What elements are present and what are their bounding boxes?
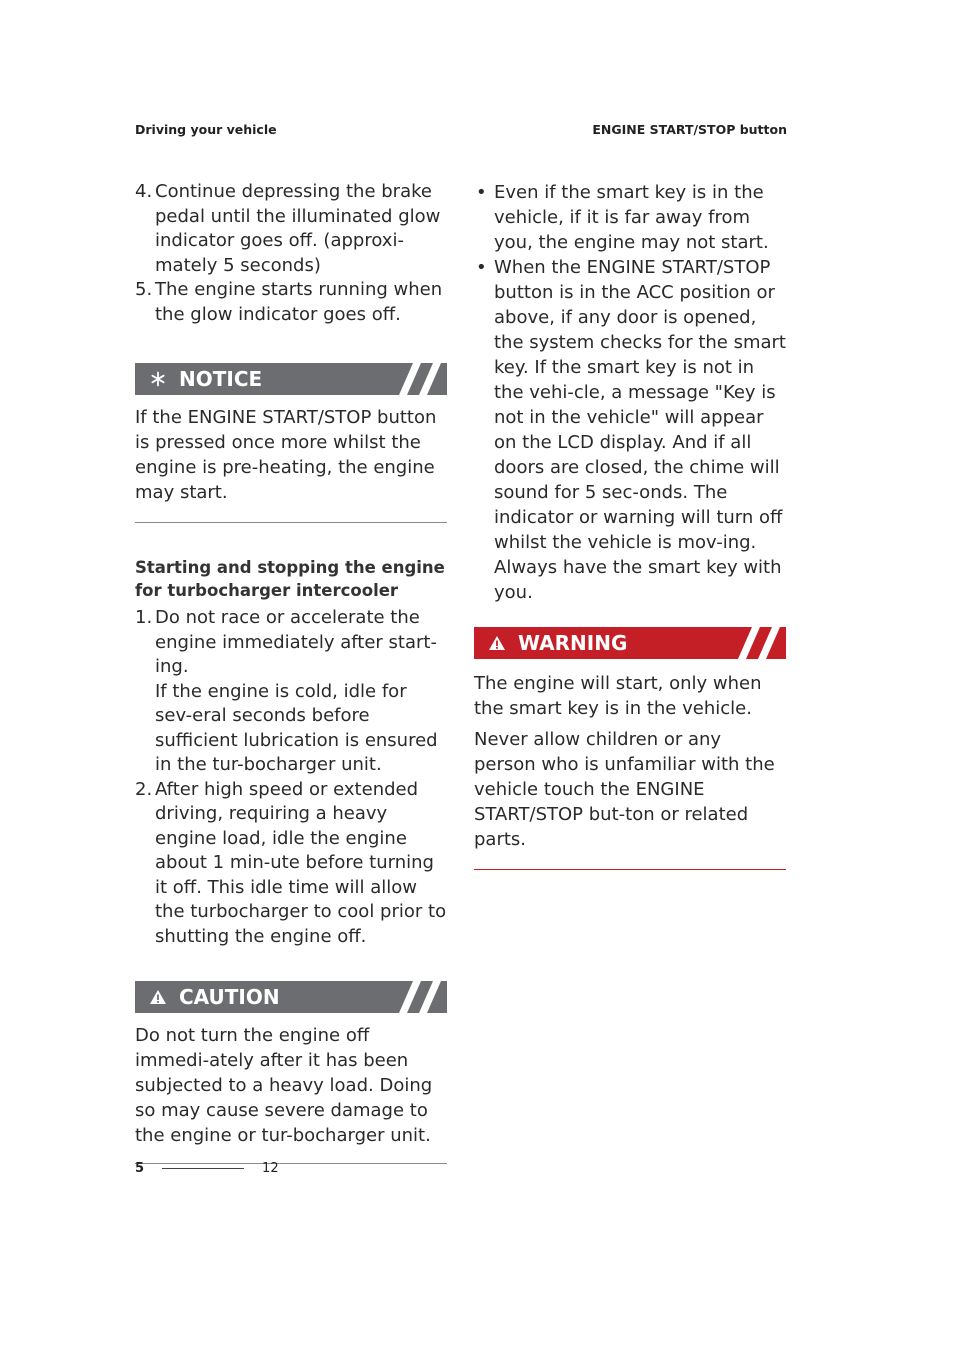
bullet-list (474, 180, 786, 605)
right-column (474, 180, 786, 870)
step-number: 4. (135, 181, 153, 202)
notice-text: If the ENGINE START/STOP button is pressed once more whilst the engine is pre-heating, the engine may start. (135, 407, 437, 503)
divider (474, 869, 786, 870)
left-column (135, 180, 447, 1164)
caution-title: CAUTION (179, 985, 280, 1009)
list-item (135, 180, 447, 278)
page-number: 12 (262, 1161, 279, 1176)
asterisk-icon (147, 371, 169, 387)
list-item (135, 778, 447, 950)
caution-header (135, 981, 447, 1013)
list-item (474, 255, 786, 605)
stripes-decoration (728, 627, 786, 659)
list-item (135, 606, 447, 778)
section-number: 5 (135, 1161, 145, 1176)
step-list-b (135, 606, 447, 949)
warning-triangle-icon (147, 989, 169, 1005)
step-number: 2. (135, 778, 153, 800)
step-extra: If the engine is cold, idle for sev-eral seconds before sufficient lubrication is ensured in the tur-bocharger unit. (155, 680, 438, 775)
warning-text-2: Never allow children or any person who is unfamiliar with the vehicle touch the ENGINE START/STOP but-ton or related parts. (474, 729, 775, 850)
notice-title: NOTICE (179, 367, 263, 391)
warning-title: WARNING (518, 631, 628, 655)
page-topic: ENGINE START/STOP button (592, 122, 787, 137)
step-text (155, 606, 447, 778)
step-number: 1. (135, 607, 153, 628)
warning-header (474, 627, 786, 659)
bullet-mark: • (476, 182, 487, 203)
stripes-decoration (389, 363, 447, 395)
list-item (135, 278, 447, 327)
step-text: After high speed or extended driving, requiring a heavy engine load, idle the engine about 1 min-ute before turning it off. This idle time will allow the turbocharger to cool prior to shutting the engine off. (155, 778, 447, 947)
step-text: Continue depressing the brake pedal until the illuminated glow indicator goes off. (approxi-mately 5 seconds) (155, 181, 441, 276)
footer-rule (162, 1168, 244, 1169)
warning-text-1: The engine will start, only when the smart key is in the vehicle. (474, 673, 762, 719)
stripes-decoration (389, 981, 447, 1013)
list-item (474, 180, 786, 255)
subheading: Starting and stopping the engine for turbocharger intercooler (135, 558, 445, 600)
step-list-a (135, 180, 447, 327)
bullet-mark: • (476, 257, 487, 278)
bullet-text: When the ENGINE START/STOP button is in the ACC position or above, if any door is opened, the system checks for the smart key. If the smart key is not in the vehi-cle, a message "Key is not in the vehicle" will appear on the LCD display. And if all doors are closed, the chime will sound for 5 sec-onds. The indicator or warning will turn off whilst the vehicle is mov-ing. Always have the smart key with you. (494, 257, 786, 603)
warning-triangle-icon (486, 635, 508, 651)
step-main: Do not race or accelerate the engine immediately after start-ing. (155, 607, 437, 677)
section-title: Driving your vehicle (135, 122, 277, 137)
notice-header (135, 363, 447, 395)
caution-text: Do not turn the engine off immedi-ately after it has been subjected to a heavy load. Doing so may cause severe damage to the engine or tur-bocharger unit. (135, 1025, 433, 1146)
page-footer (135, 1161, 279, 1176)
step-number: 5. (135, 279, 153, 300)
bullet-text: Even if the smart key is in the vehicle, if it is far away from you, the engine may not start. (494, 182, 769, 253)
step-text: The engine starts running when the glow indicator goes off. (155, 279, 443, 325)
